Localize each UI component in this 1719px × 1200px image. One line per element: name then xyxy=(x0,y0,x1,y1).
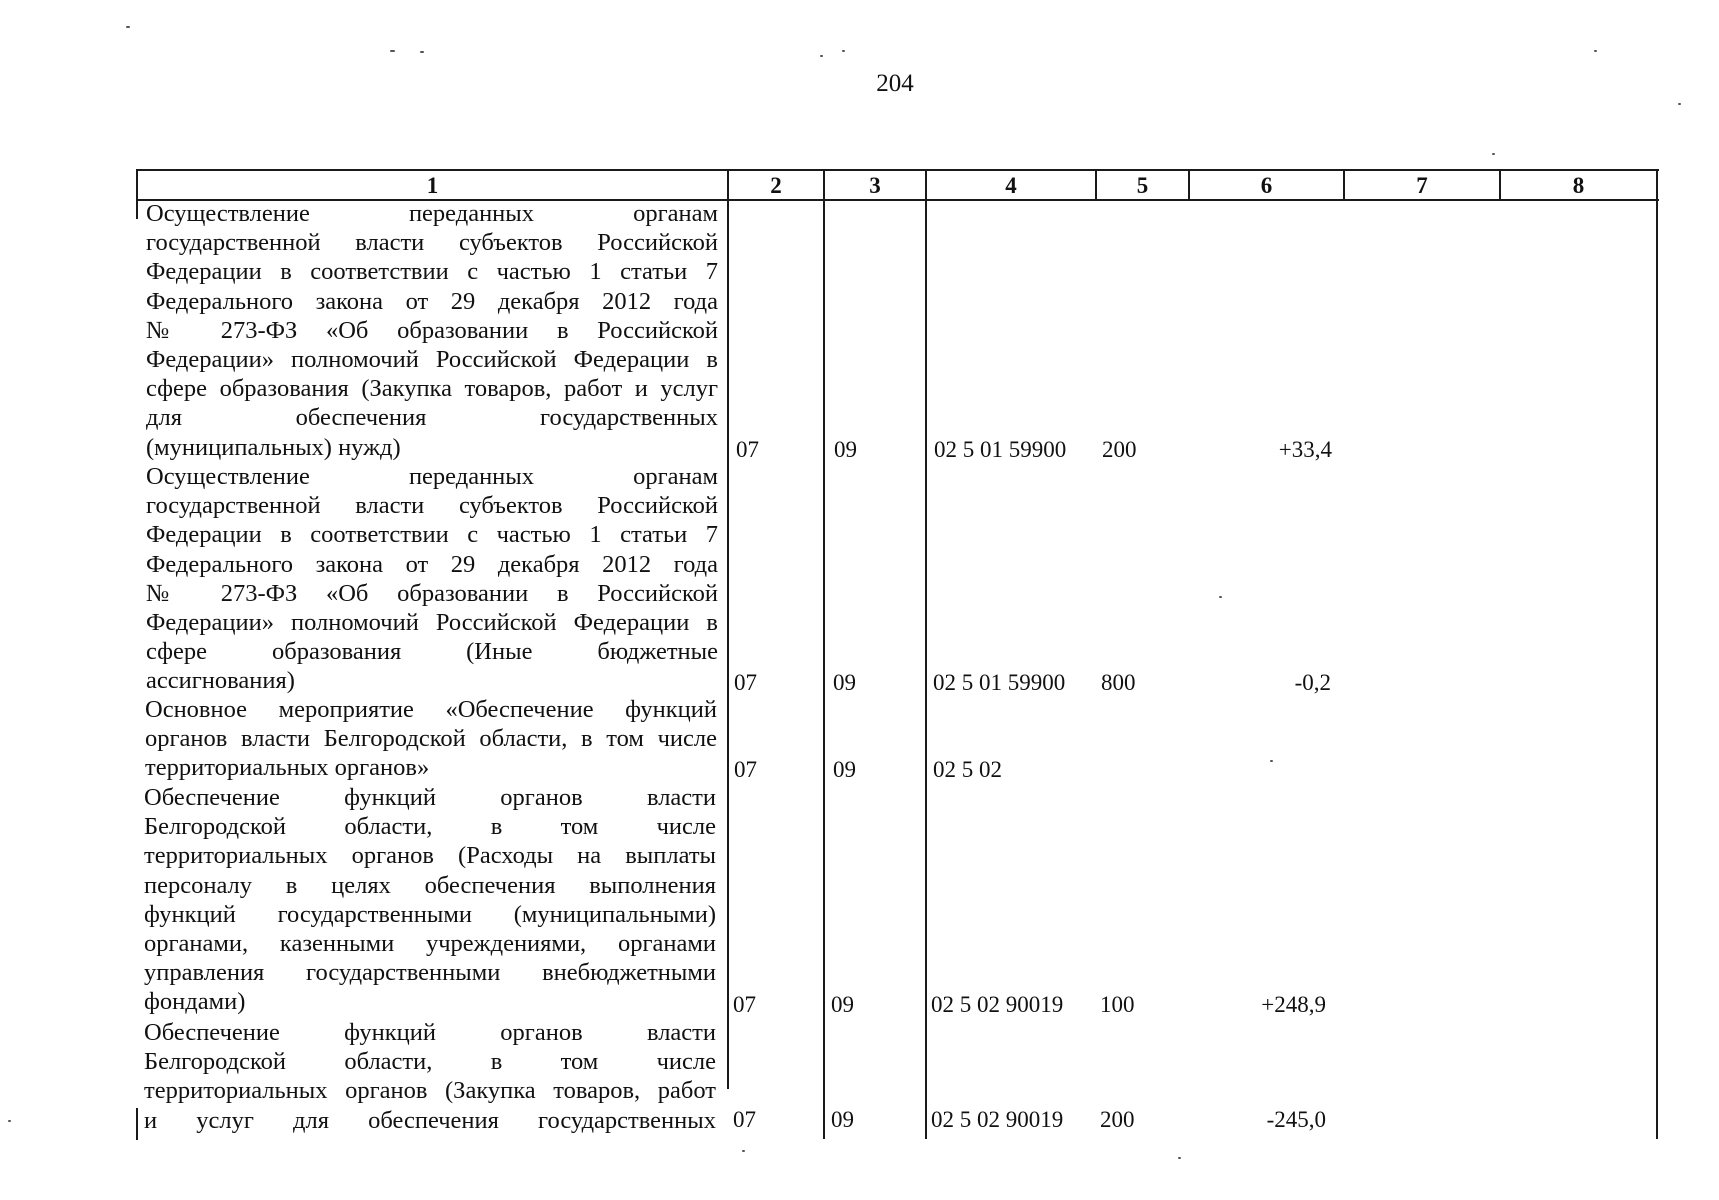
row-5-section: 07 xyxy=(733,1107,756,1132)
row-4-description xyxy=(144,783,716,1017)
col-border-1-2 xyxy=(727,169,729,1089)
col-border-2-3 xyxy=(823,169,825,1139)
scan-speck xyxy=(742,1150,745,1152)
col-border-3-4 xyxy=(925,169,927,1139)
row-4-target-article: 02 5 02 90019 xyxy=(931,992,1064,1017)
scan-speck xyxy=(1270,760,1273,762)
row-3-line: территориальных органов» xyxy=(145,754,430,782)
scan-speck xyxy=(8,1120,11,1122)
row-1-line: № 273-ФЗ «Об образовании в Российской xyxy=(146,316,718,344)
row-2-section: 07 xyxy=(734,670,757,695)
row-4-line: органами, казенными учреждениями, органами xyxy=(144,930,716,958)
row-1-section: 07 xyxy=(736,437,759,462)
scan-speck xyxy=(126,26,130,28)
row-5-line: территориальных органов (Закупка товаров, работ xyxy=(144,1077,716,1105)
row-1-line: Федерации» полномочий Российской Федерации в xyxy=(146,346,718,374)
row-5-description xyxy=(144,1018,716,1135)
table-top-border xyxy=(136,169,1659,171)
header-col-2: 2 xyxy=(770,173,782,198)
header-col-4: 4 xyxy=(1005,173,1017,198)
scan-speck xyxy=(420,51,424,53)
scan-speck xyxy=(842,50,845,52)
row-2-subsection: 09 xyxy=(833,670,856,695)
row-1-subsection: 09 xyxy=(834,437,857,462)
scan-speck xyxy=(1594,50,1597,52)
row-2-line: государственной власти субъектов Российской xyxy=(146,492,718,520)
row-4-expense-type: 100 xyxy=(1100,992,1135,1017)
row-4-line: Белгородской области, в том числе xyxy=(144,813,716,841)
row-1-line: сфере образования (Закупка товаров, работ и услуг xyxy=(146,375,718,403)
row-1-line: Осуществление переданных органам xyxy=(146,200,718,227)
row-4-amount: +248,9 xyxy=(1261,992,1326,1017)
row-1-line: для обеспечения государственных xyxy=(146,404,718,432)
row-4-line: функций государственными (муниципальными) xyxy=(144,900,716,928)
row-2-expense-type: 800 xyxy=(1101,670,1136,695)
row-1-expense-type: 200 xyxy=(1102,437,1137,462)
scan-speck xyxy=(1678,103,1681,105)
header-col-3: 3 xyxy=(869,173,881,198)
scan-speck xyxy=(820,55,823,57)
row-5-expense-type: 200 xyxy=(1100,1107,1135,1132)
row-3-line: Основное мероприятие «Обеспечение функций xyxy=(145,696,717,723)
scan-speck xyxy=(1178,1157,1181,1159)
row-2-line: сфере образования (Иные бюджетные xyxy=(146,638,718,666)
row-4-section: 07 xyxy=(733,992,756,1017)
row-4-line: управления государственными внебюджетными xyxy=(144,959,716,987)
row-4-line: персоналу в целях обеспечения выполнения xyxy=(144,871,716,899)
scan-speck xyxy=(1492,153,1495,155)
row-2-line: Федерации» полномочий Российской Федерации в xyxy=(146,609,718,637)
row-4-line: фондами) xyxy=(144,988,246,1016)
row-1-line: (муниципальных) нужд) xyxy=(146,433,401,461)
row-3-subsection: 09 xyxy=(833,757,856,782)
row-2-line: № 273-ФЗ «Об образовании в Российской xyxy=(146,579,718,607)
row-1-line: Федерации в соответствии с частью 1 статьи 7 xyxy=(146,258,718,286)
row-1-description xyxy=(146,199,718,462)
row-4-subsection: 09 xyxy=(831,992,854,1017)
row-5-target-article: 02 5 02 90019 xyxy=(931,1107,1064,1132)
row-5-line: Белгородской области, в том числе xyxy=(144,1048,716,1076)
row-5-subsection: 09 xyxy=(831,1107,854,1132)
header-col-7: 7 xyxy=(1416,173,1428,198)
scan-speck xyxy=(1219,596,1222,598)
row-3-section: 07 xyxy=(734,757,757,782)
row-4-line: территориальных органов (Расходы на выплаты xyxy=(144,842,716,870)
row-2-line: Федерации в соответствии с частью 1 статьи 7 xyxy=(146,521,718,549)
row-3-target-article: 02 5 02 xyxy=(933,757,1002,782)
header-col-8: 8 xyxy=(1572,173,1585,198)
row-5-amount: -245,0 xyxy=(1266,1107,1326,1132)
row-2-target-article: 02 5 01 59900 xyxy=(933,670,1066,695)
header-col-1: 1 xyxy=(426,173,439,198)
row-2-amount: -0,2 xyxy=(1294,670,1331,695)
row-1-amount: +33,4 xyxy=(1278,437,1332,462)
row-5-left-border xyxy=(136,1108,138,1140)
header-col-6: 6 xyxy=(1260,173,1273,198)
col-border-right xyxy=(1656,169,1658,1139)
page-number: 204 xyxy=(876,70,914,97)
row-3-line: органов власти Белгородской области, в том числе xyxy=(145,725,717,753)
row-1-target-article: 02 5 01 59900 xyxy=(934,437,1067,462)
row-2-line: Осуществление переданных органам xyxy=(146,463,718,490)
row-1-line: Федерального закона от 29 декабря 2012 года xyxy=(146,287,718,315)
row-1-line: государственной власти субъектов Российской xyxy=(146,229,718,257)
row-3-description xyxy=(145,695,717,783)
row-5-line: Обеспечение функций органов власти xyxy=(144,1019,716,1046)
row-4-line: Обеспечение функций органов власти xyxy=(144,784,716,811)
row-2-line: ассигнования) xyxy=(146,667,295,695)
row-2-line: Федерального закона от 29 декабря 2012 года xyxy=(146,550,718,578)
header-col-5: 5 xyxy=(1136,173,1149,198)
scan-speck xyxy=(390,50,395,52)
row-2-description xyxy=(146,462,718,696)
row-5-line: и услуг для обеспечения государственных xyxy=(144,1106,716,1134)
